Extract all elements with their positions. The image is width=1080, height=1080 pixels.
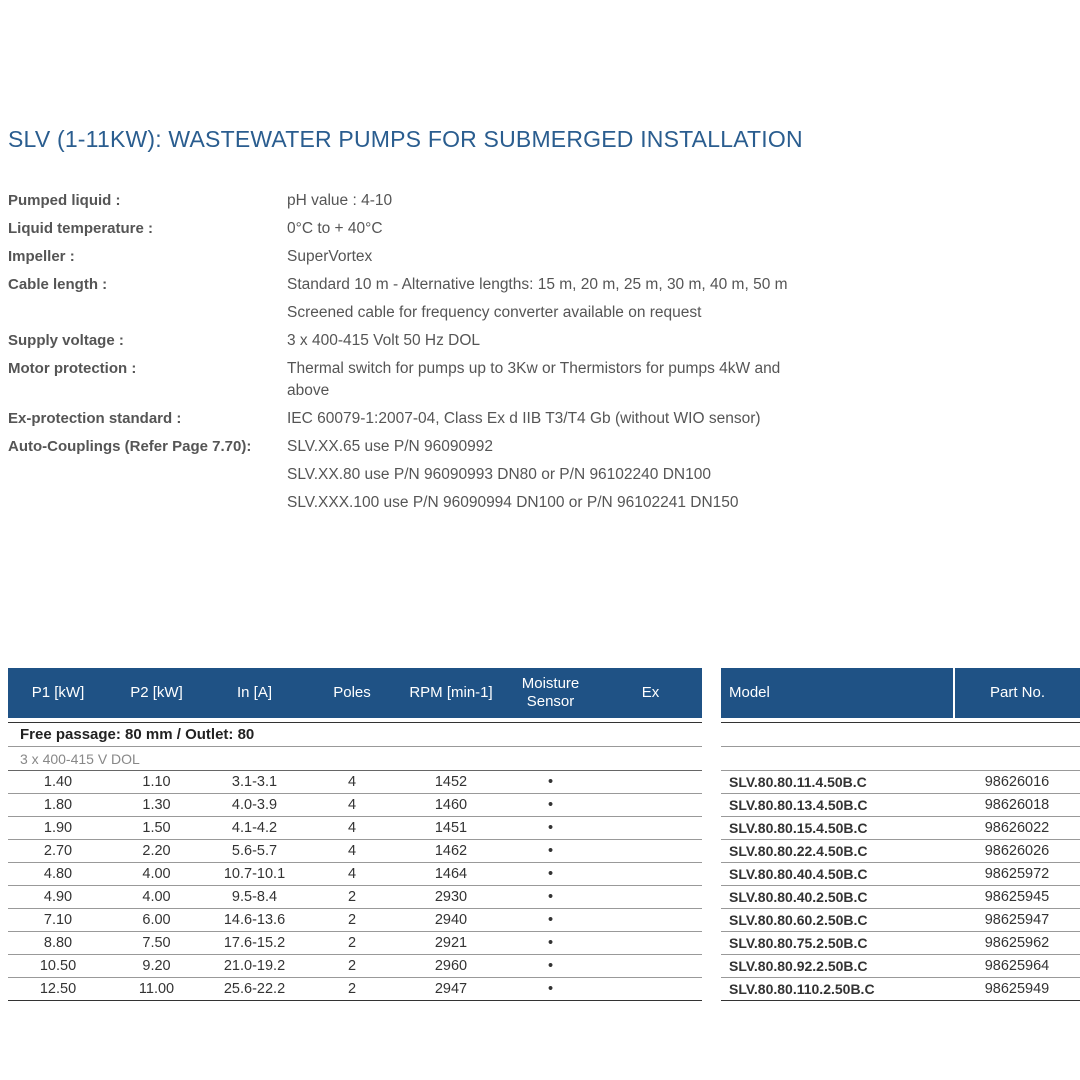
spec-value: IEC 60079-1:2007-04, Class Ex d IIB T3/T4 Gb (without WIO sensor) [287,410,761,427]
p1-cell: 2.70 [8,840,108,863]
poles-cell: 2 [304,955,400,978]
spec-label: Cable length : [8,276,108,293]
section-row [8,723,702,747]
model-cell: SLV.80.80.110.2.50B.C [721,978,954,1001]
table-row [8,955,702,978]
section-label: Free passage: 80 mm / Outlet: 80 [8,723,702,747]
spec-row [8,330,828,358]
subsection-label: 3 x 400-415 V DOL [8,747,702,771]
p2-cell: 9.20 [108,955,205,978]
in-cell: 17.6-15.2 [205,932,304,955]
table-row [8,932,702,955]
poles-cell: 4 [304,840,400,863]
p2-cell: 1.30 [108,794,205,817]
ex-cell [599,909,702,932]
in-cell: 25.6-22.2 [205,978,304,1001]
p1-cell: 1.40 [8,771,108,794]
in-cell: 5.6-5.7 [205,840,304,863]
pump-data-table [8,668,702,1001]
poles-cell: 4 [304,863,400,886]
subsection-row [8,747,702,771]
rpm-cell: 2921 [400,932,502,955]
table-row [8,771,702,794]
table-row [8,978,702,1001]
model-row [721,794,1080,817]
table-header-row [8,668,702,718]
model-row [721,909,1080,932]
model-row [721,886,1080,909]
p2-cell: 1.10 [108,771,205,794]
rpm-cell: 1464 [400,863,502,886]
rpm-cell: 1460 [400,794,502,817]
spec-value: 3 x 400-415 Volt 50 Hz DOL [287,332,481,349]
model-cell: SLV.80.80.11.4.50B.C [721,771,954,794]
poles-cell: 2 [304,932,400,955]
table-row [8,863,702,886]
model-row [721,932,1080,955]
spec-label: Supply voltage : [8,332,124,349]
spec-row [8,218,828,246]
moisture-sensor-cell: • [502,932,599,955]
ex-cell [599,794,702,817]
model-cell: SLV.80.80.40.2.50B.C [721,886,954,909]
in-cell: 21.0-19.2 [205,955,304,978]
header-rpm: RPM [min-1] [400,668,502,718]
spec-value: pH value : 4-10 [287,192,393,209]
rpm-cell: 2960 [400,955,502,978]
model-row [721,955,1080,978]
part-number-cell: 98626018 [954,794,1080,817]
p2-cell: 7.50 [108,932,205,955]
moisture-sensor-cell: • [502,840,599,863]
table-row [8,817,702,840]
spec-row [8,408,828,436]
model-row [721,817,1080,840]
spec-label: Auto-Couplings (Refer Page 7.70): [8,438,252,455]
model-cell: SLV.80.80.92.2.50B.C [721,955,954,978]
spec-value: SLV.XX.65 use P/N 96090992 [287,438,493,455]
model-row [721,840,1080,863]
header-ex: Ex [599,668,702,718]
p1-cell: 12.50 [8,978,108,1001]
moisture-sensor-cell: • [502,909,599,932]
ex-cell [599,955,702,978]
spec-value: Screened cable for frequency converter available on request [287,304,702,321]
in-cell: 10.7-10.1 [205,863,304,886]
header-part-no: Part No. [954,668,1080,718]
spec-value: SLV.XX.80 use P/N 96090993 DN80 or P/N 96102240 DN100 [287,466,711,483]
header-in: In [A] [205,668,304,718]
ex-cell [599,978,702,1001]
table-row [8,909,702,932]
spec-row [8,246,828,274]
p1-cell: 1.90 [8,817,108,840]
ex-cell [599,932,702,955]
part-number-cell: 98626022 [954,817,1080,840]
spec-value: Thermal switch for pumps up to 3Kw or Thermistors for pumps 4kW and above [287,360,781,399]
spec-value: SuperVortex [287,248,373,265]
spec-row [8,358,828,408]
ex-cell [599,771,702,794]
spec-value: SLV.XXX.100 use P/N 96090994 DN100 or P/N 96102241 DN150 [287,494,739,511]
specifications-list [8,190,828,520]
moisture-sensor-cell: • [502,886,599,909]
header-poles: Poles [304,668,400,718]
part-number-cell: 98626016 [954,771,1080,794]
p1-cell: 1.80 [8,794,108,817]
p2-cell: 11.00 [108,978,205,1001]
ex-cell [599,886,702,909]
model-cell: SLV.80.80.15.4.50B.C [721,817,954,840]
rpm-cell: 2947 [400,978,502,1001]
moisture-sensor-cell: • [502,978,599,1001]
model-cell: SLV.80.80.75.2.50B.C [721,932,954,955]
header-moisture-sensor: Moisture Sensor [502,668,599,718]
table-row [8,840,702,863]
rpm-cell: 1451 [400,817,502,840]
p2-cell: 6.00 [108,909,205,932]
ex-cell [599,817,702,840]
in-cell: 14.6-13.6 [205,909,304,932]
spec-label: Motor protection : [8,360,137,377]
moisture-sensor-cell: • [502,955,599,978]
poles-cell: 2 [304,886,400,909]
ex-cell [599,840,702,863]
part-number-cell: 98625972 [954,863,1080,886]
model-row [721,978,1080,1001]
p2-cell: 4.00 [108,863,205,886]
spec-row [8,190,828,218]
table-row [8,886,702,909]
p1-cell: 10.50 [8,955,108,978]
header-model: Model [721,668,954,718]
spec-value: 0°C to + 40°C [287,220,383,237]
p2-cell: 4.00 [108,886,205,909]
poles-cell: 2 [304,909,400,932]
spec-value: Standard 10 m - Alternative lengths: 15 m, 20 m, 25 m, 30 m, 40 m, 50 m [287,276,788,293]
spec-label: Liquid temperature : [8,220,154,237]
header-p1: P1 [kW] [8,668,108,718]
moisture-sensor-cell: • [502,863,599,886]
model-cell: SLV.80.80.60.2.50B.C [721,909,954,932]
in-cell: 9.5-8.4 [205,886,304,909]
spec-label: Pumped liquid : [8,192,121,209]
model-row [721,863,1080,886]
in-cell: 3.1-3.1 [205,771,304,794]
model-cell: SLV.80.80.22.4.50B.C [721,840,954,863]
header-p2: P2 [kW] [108,668,205,718]
spec-row [8,274,828,330]
rpm-cell: 2940 [400,909,502,932]
spec-label: Ex-protection standard : [8,410,182,427]
table-row [8,794,702,817]
ex-cell [599,863,702,886]
p1-cell: 4.90 [8,886,108,909]
moisture-sensor-cell: • [502,771,599,794]
p2-cell: 1.50 [108,817,205,840]
spec-label: Impeller : [8,248,75,265]
part-number-cell: 98625945 [954,886,1080,909]
part-number-cell: 98626026 [954,840,1080,863]
part-number-cell: 98625962 [954,932,1080,955]
poles-cell: 2 [304,978,400,1001]
part-number-cell: 98625947 [954,909,1080,932]
model-header-row [721,668,1080,718]
rpm-cell: 1452 [400,771,502,794]
page-title: SLV (1-11KW): WASTEWATER PUMPS FOR SUBMERGED INSTALLATION [8,126,803,152]
p1-cell: 7.10 [8,909,108,932]
poles-cell: 4 [304,771,400,794]
spec-row [8,436,828,520]
model-cell: SLV.80.80.13.4.50B.C [721,794,954,817]
part-number-cell: 98625949 [954,978,1080,1001]
model-part-table [721,668,1080,1001]
rpm-cell: 2930 [400,886,502,909]
p1-cell: 4.80 [8,863,108,886]
part-number-cell: 98625964 [954,955,1080,978]
model-row [721,771,1080,794]
p2-cell: 2.20 [108,840,205,863]
moisture-sensor-cell: • [502,817,599,840]
in-cell: 4.1-4.2 [205,817,304,840]
poles-cell: 4 [304,817,400,840]
moisture-sensor-cell: • [502,794,599,817]
model-cell: SLV.80.80.40.4.50B.C [721,863,954,886]
rpm-cell: 1462 [400,840,502,863]
poles-cell: 4 [304,794,400,817]
p1-cell: 8.80 [8,932,108,955]
in-cell: 4.0-3.9 [205,794,304,817]
